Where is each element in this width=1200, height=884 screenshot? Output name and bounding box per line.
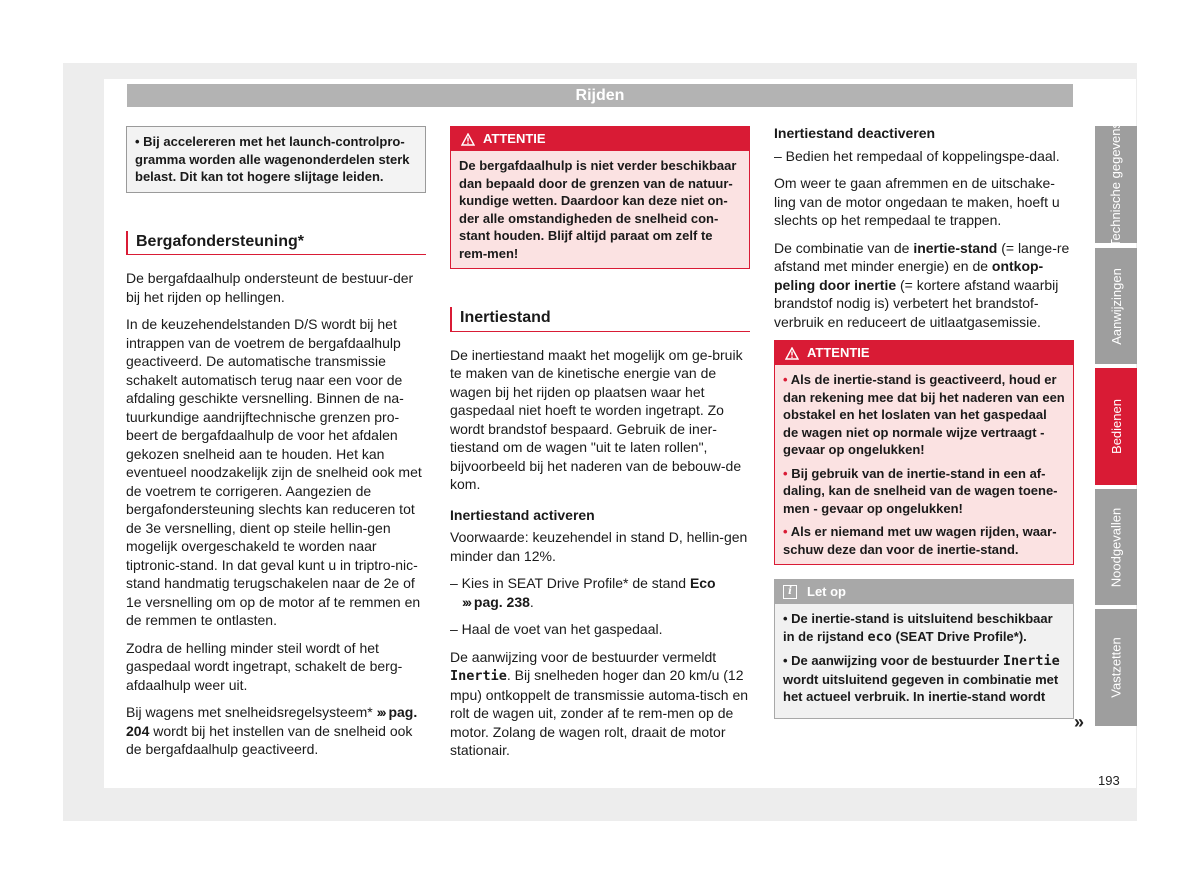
paragraph: Zodra de helling minder steil wordt of het gaspedaal wordt ingetrapt, schakelt de berg-afdaalhulp weer uit. <box>126 639 403 693</box>
info-icon: i <box>783 585 797 599</box>
bold-term: ontkop-peling door inertie <box>774 258 1044 293</box>
text: wordt uitsluitend gegeven in combinatie met het actueel verbruik. In inertie-stand wordt <box>783 671 1059 704</box>
step-item: – Haal de voet van het gaspedaal. <box>450 621 663 637</box>
bullet-dot: • <box>783 465 788 481</box>
attention-header <box>775 341 1073 365</box>
attention-bullet <box>783 523 1065 558</box>
attention-label: ATTENTIE <box>807 345 870 360</box>
attention-box <box>774 340 1074 565</box>
tab-noodgevallen[interactable] <box>1095 489 1137 605</box>
warning-triangle-icon <box>461 133 475 146</box>
subheading-inertiestand-deactiveren: Inertiestand deactiveren <box>774 125 936 141</box>
text: De inertie-stand is uitsluitend beschikbaar in de rijstand <box>783 611 1053 644</box>
paragraph: In de keuzehendelstanden D/S wordt bij het intrappen van de voetrem de bergafdaalhulp geactiveerd. De automatische transmissie schakelt automatisch terug naar een voor de afdaling geschikte versnelling. Binnen de na-tuurkundige aandrijftechnische grenzen pro-beert de bergafdaalhulp de voor het afdalen gekozen snelheid aan te houden. Het kan eventueel noodzakelijk zijn de snelheid ook met de voetrem te corrigeren. Aangezien de bergafondersteuning slechts kan reduceren tot de 3e versnelling, dient op steile hellin-gen mogelijk overgeschakeld te worden naar tiptronic-stand. In dat geval kunt u in triptro-nic-stand handmatig terugschakelen naar de 2e of 1e versnelling om op de motor af te remmen en de remmen te ontlasten. <box>126 316 422 628</box>
info-box <box>774 579 1074 719</box>
paragraph: De inertiestand maakt het mogelijk om ge-bruik te maken van de kinetische energie van de wagen bij het rijden op plaatsen waar het gaspedaal niet hoeft te worden ingetrapt. Zo wordt brandstof bespaard. Gebruik de iner-tiestand om de wagen "uit te laten rollen", bijvoorbeeld bij het naderen van de bebouw-de kom. <box>450 346 743 492</box>
text: De aanwijzing voor de bestuurder vermeldt <box>450 648 717 665</box>
step-item <box>450 574 750 611</box>
info-header <box>775 580 1073 604</box>
attention-bullet <box>783 465 1065 518</box>
text: (SEAT Drive Profile*). <box>895 628 1027 644</box>
paragraph <box>450 648 750 760</box>
text: De aanwijzing voor de bestuurder <box>791 653 1000 668</box>
column-1 <box>126 120 426 768</box>
text: (= lange-re afstand met minder energie) en de <box>774 239 1070 274</box>
tab-bedienen[interactable] <box>1095 368 1137 485</box>
warning-triangle-icon <box>785 347 799 360</box>
text: Bij wagens met snelheidsregelsysteem* <box>126 704 373 720</box>
tab-technische-gegevens[interactable] <box>1095 121 1137 248</box>
tab-label: Technische gegevens <box>1108 121 1124 248</box>
attention-header <box>451 127 749 151</box>
display-message: Inertie <box>450 668 507 684</box>
attention-bullet <box>783 371 1065 459</box>
text: . <box>529 593 534 610</box>
text: Bij gebruik van de inertie-stand in een af-daling, kan de snelheid van de wagen toene-men - gevaar op ongelukken! <box>783 465 1058 516</box>
text: Als er niemand met uw wagen rijden, waar-schuw deze dan voor de inertie-stand. <box>783 524 1057 557</box>
info-body <box>775 604 1073 718</box>
tab-label: Bedienen <box>1108 399 1124 454</box>
tab-label: Noodgevallen <box>1108 507 1124 587</box>
text: Als de inertie-stand is geactiveerd, houd er dan rekening mee dat bij het naderen van een obstakel en het loslaten van het gaspedaal de wagen niet op normale wijze vertraagt - gevaar op ongelukken! <box>783 372 1065 457</box>
tab-label: Aanwijzingen <box>1108 267 1124 345</box>
page-reference-link[interactable]: pag. 238 <box>473 593 530 610</box>
bullet-dot: • <box>783 524 788 539</box>
section-title-bergafondersteuning: Bergafondersteuning* <box>126 231 426 256</box>
launch-control-note: • Bij accelereren met het launch-controlpro-gramma worden alle wagenonderdelen sterk belast. Dit kan tot hogere slijtage leiden. <box>126 126 426 193</box>
bullet-dot: • <box>783 372 788 387</box>
text: (= kortere afstand waarbij brandstof nodig is) verbetert het brandstof-verbruik en reduceert de uitlaatgasemissie. <box>774 276 1059 330</box>
paragraph <box>126 703 426 759</box>
bold-term: inertie-stand <box>913 239 998 256</box>
text: – Kies in SEAT Drive Profile* de stand <box>450 575 687 591</box>
paragraph: Voorwaarde: keuzehendel in stand D, hellin-gen minder dan 12%. <box>450 529 748 564</box>
info-bullet: • De inertie-stand is uitsluitend beschikbaar in de rijstand eco (SEAT Drive Profile*). <box>783 611 1053 645</box>
paragraph: De bergafdaalhulp ondersteunt de bestuur-der bij het rijden op hellingen. <box>126 270 414 305</box>
step-item: – Bedien het rempedaal of koppelingspe-daal. <box>774 147 1060 164</box>
page-number: 193 <box>1098 773 1120 788</box>
column-2 <box>450 120 750 769</box>
paragraph: Om weer te gaan afremmen en de uitschake-ling van de motor ongedaan te maken, hoeft u slechts op het rempedaal te trappen. <box>774 175 1060 228</box>
tab-aanwijzingen[interactable] <box>1095 248 1137 364</box>
eco-mode-label: Eco <box>689 575 716 591</box>
tab-vastzetten[interactable] <box>1095 609 1137 726</box>
attention-text: De bergafdaalhulp is niet verder beschikbaar dan bepaald door de grenzen van de natuur-kundige wetten. Daardoor kan deze niet on-der alle omstandigheden de snelheid con-stant houden. Blijf altijd paraat om zelf te rem-men! <box>459 158 737 261</box>
page-reference-arrow: ››› <box>462 593 470 610</box>
text: wordt bij het instellen van de snelheid ook de bergafdaalhulp geactiveerd. <box>126 722 413 757</box>
text: . Bij snelheden hoger dan 20 km/u (12 mpu) ontkoppelt de transmissie automa-tisch en rolt de wagen uit, zonder af te rem-men op de motor. Zolang de wagen rolt, draait de motor stationair. <box>450 667 749 758</box>
page-reference-link[interactable]: pag. 204 <box>126 704 418 739</box>
subheading-inertiestand-activeren: Inertiestand activeren <box>450 506 595 523</box>
attention-box <box>450 126 750 269</box>
paragraph <box>774 239 1074 332</box>
mode-label: eco <box>867 628 892 645</box>
display-message: Inertie <box>1002 653 1060 669</box>
continue-mark: » <box>1074 712 1085 732</box>
chapter-header: Rijden <box>127 84 1073 107</box>
text: De combinatie van de <box>774 239 910 256</box>
info-bullet: • De aanwijzing voor de bestuurder Inertie wordt uitsluitend gegeven in combinatie met het actueel verbruik. In inertie-stand wordt <box>783 653 1060 704</box>
tab-label: Vastzetten <box>1108 637 1124 698</box>
page-reference-arrow: ››› <box>376 704 385 720</box>
info-label: Let op <box>807 584 846 599</box>
section-title-inertiestand: Inertiestand <box>450 307 750 332</box>
attention-body <box>775 365 1073 564</box>
attention-label: ATTENTIE <box>483 131 546 146</box>
column-3 <box>774 120 1074 719</box>
